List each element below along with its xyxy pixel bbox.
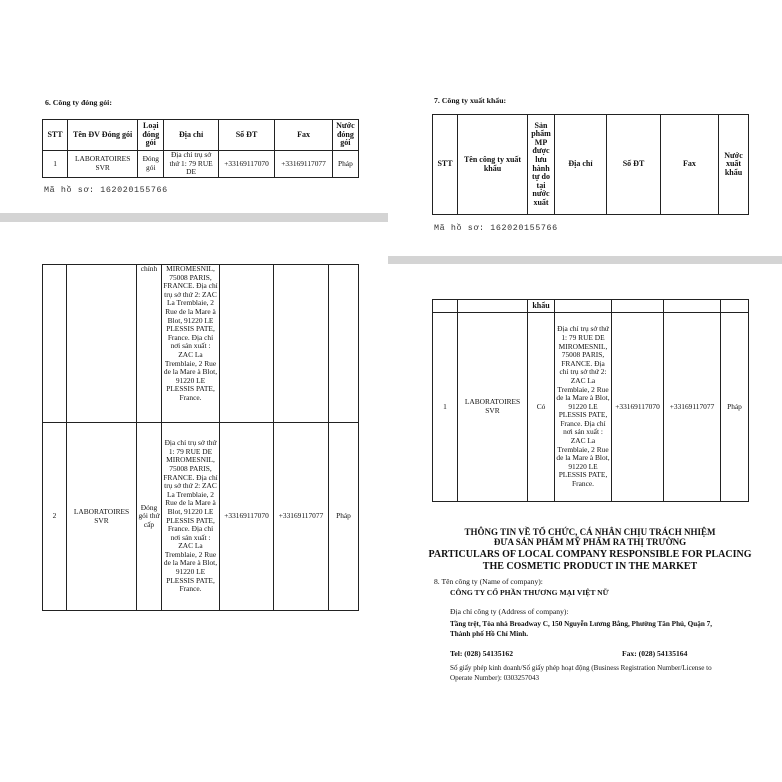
cell-phone: +33169117070 xyxy=(612,313,664,502)
cell-stt xyxy=(433,300,458,313)
company-address-line1: Tầng trệt, Tòa nhà Broadway C, 150 Nguyễn Lương Bằng, Phường Tân Phú, Quận 7, xyxy=(450,620,713,628)
company-fax: Fax: (028) 54135164 xyxy=(622,649,688,658)
packaging-company-table xyxy=(42,119,359,178)
title-vn-2: ĐƯA SẢN PHẨM MỸ PHẨM RA THỊ TRƯỜNG xyxy=(493,537,687,547)
cell-name: LABORATOIRES SVR xyxy=(67,423,137,611)
company-address-label: Địa chỉ công ty (Address of company): xyxy=(450,607,569,616)
cell-address: Địa chỉ trụ sở thứ 1: 79 RUE DE MIROMESNIL, 75008 PARIS, FRANCE. Địa chỉ trụ sở thứ 2: ZAC La Tremblaie, 2 Rue de la Mare à Blot, 91220 LE PLESSIS PATE, France. Địa chỉ nơi sản xuất : ZAC La Tremblaie, 2 Rue de la Mare à Blot, 91220 LE PLESSIS PATE, France. xyxy=(555,313,612,502)
license-line2: Operate Number): 0303257043 xyxy=(450,674,540,682)
header-address: Địa chỉ xyxy=(555,115,607,215)
header-fax: Fax xyxy=(661,115,719,215)
license-line1: Số giấy phép kinh doanh/Số giấy phép hoạt động (Business Registration Number/License to xyxy=(450,664,712,672)
cell-stt: 2 xyxy=(43,423,67,611)
ma-ho-so-left: Mã hồ sơ: 162020155766 xyxy=(44,185,168,195)
header-packager-name: Tên ĐV Đóng gói xyxy=(68,120,138,151)
header-country: Nước xuất khẩu xyxy=(719,115,749,215)
cell-stt xyxy=(43,265,67,423)
company-tel: Tel: (028) 54135162 xyxy=(450,649,513,658)
cell-phone xyxy=(612,300,664,313)
cell-address: MIROMESNIL, 75008 PARIS, FRANCE. Địa chỉ trụ sở thứ 2: ZAC La Tremblaie, 2 Rue de la Mare à Blot, 91220 LE PLESSIS PATE, France. Địa chỉ nơi sản xuất : ZAC La Tremblaie, 2 Rue de la Mare à Blot, 91220 LE PLESSIS PATE, France. xyxy=(162,265,220,423)
cell-phone xyxy=(220,265,274,423)
header-phone: Số ĐT xyxy=(607,115,661,215)
cell-address xyxy=(555,300,612,313)
header-stt: STT xyxy=(43,120,68,151)
page-separator-top-left xyxy=(0,213,388,222)
header-fax: Fax xyxy=(275,120,333,151)
header-packaging-type: Loại đóng gói xyxy=(138,120,164,151)
section7-heading: 7. Công ty xuất khẩu: xyxy=(434,96,507,105)
cell-name xyxy=(458,300,528,313)
header-address: Địa chỉ xyxy=(164,120,218,151)
cell-country xyxy=(721,300,749,313)
cell-stt: 1 xyxy=(43,151,68,178)
cell-type: chính xyxy=(137,265,162,423)
cell-phone: +33169117070 xyxy=(218,151,275,178)
local-company-title xyxy=(420,527,760,573)
cell-free-sale: Có xyxy=(528,313,555,502)
company-name-label: 8. Tên công ty (Name of company): xyxy=(434,577,543,586)
exporter-table-continued xyxy=(432,299,749,502)
page-separator-top-right xyxy=(388,256,782,264)
cell-phone: +33169117070 xyxy=(220,423,274,611)
cell-fax: +33169117077 xyxy=(275,151,333,178)
cell-country: Pháp xyxy=(329,423,359,611)
cell-name xyxy=(67,265,137,423)
cell-fax: +33169117077 xyxy=(664,313,721,502)
section6-heading: 6. Công ty đóng gói: xyxy=(45,98,112,107)
header-country: Nước đóng gói xyxy=(332,120,358,151)
header-phone: Số ĐT xyxy=(218,120,275,151)
title-vn-1: THÔNG TIN VỀ TỔ CHỨC, CÁ NHÂN CHỊU TRÁCH NHIỆM xyxy=(464,527,716,537)
cell-fax: +33169117077 xyxy=(274,423,329,611)
exporter-table xyxy=(432,114,749,215)
cell-fax xyxy=(664,300,721,313)
title-en-1: PARTICULARS OF LOCAL COMPANY RESPONSIBLE FOR PLACING xyxy=(428,549,752,560)
title-en-2: THE COSMETIC PRODUCT IN THE MARKET xyxy=(482,561,698,572)
cell-name: LABORATOIRES SVR xyxy=(68,151,138,178)
cell-name: LABORATOIRES SVR xyxy=(458,313,528,502)
cell-address: Địa chỉ trụ sở thứ 1: 79 RUE DE MIROMESNIL, 75008 PARIS, FRANCE. Địa chỉ trụ sở thứ 2: ZAC La Tremblaie, 2 Rue de la Mare à Blot, 91220 LE PLESSIS PATE, France. Địa chỉ nơi sản xuất : ZAC La Tremblaie, 2 Rue de la Mare à Blot, 91220 LE PLESSIS PATE, France. xyxy=(162,423,220,611)
cell-stt: 1 xyxy=(433,313,458,502)
header-stt: STT xyxy=(433,115,458,215)
cell-fax xyxy=(274,265,329,423)
header-exporter-name: Tên công ty xuất khẩu xyxy=(458,115,528,215)
header-free-sale-tail: khẩu xyxy=(528,300,555,313)
company-address-line2: Thành phố Hồ Chí Minh. xyxy=(450,630,529,638)
header-free-sale: Sản phẩm MP được lưu hành tự do tại nước xuất xyxy=(528,115,555,215)
cell-country xyxy=(329,265,359,423)
company-name-value: CÔNG TY CỔ PHẦN THƯƠNG MẠI VIỆT NỮ xyxy=(450,588,609,597)
cell-type: Đóng gói xyxy=(138,151,164,178)
packaging-table-continued xyxy=(42,264,359,611)
cell-country: Pháp xyxy=(332,151,358,178)
cell-address: Địa chỉ trụ sở thứ 1: 79 RUE DE xyxy=(164,151,218,178)
cell-type: Đóng gói thứ cấp xyxy=(137,423,162,611)
cell-country: Pháp xyxy=(721,313,749,502)
ma-ho-so-right: Mã hồ sơ: 162020155766 xyxy=(434,223,558,233)
